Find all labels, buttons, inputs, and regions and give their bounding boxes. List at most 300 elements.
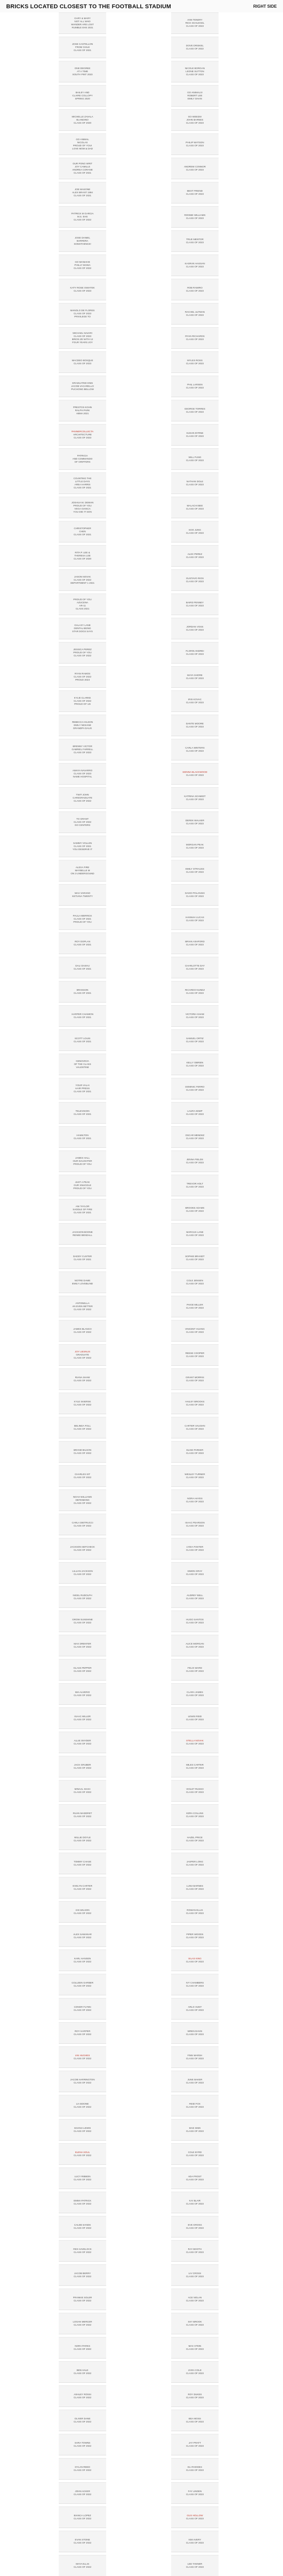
brick-line: CLASS OF 2023 bbox=[73, 362, 92, 365]
brick-line: FELIX WARD bbox=[188, 1667, 202, 1669]
brick-inscription bbox=[171, 715, 219, 736]
brick-inscription bbox=[171, 2410, 219, 2431]
brick-line: CLASS OF 2023 bbox=[186, 919, 204, 922]
brick-line: CLASS OF 2022 bbox=[73, 2057, 92, 2060]
brick-line: CLASS OF 2023 bbox=[186, 968, 204, 970]
brick-line: TOMMY CHASE bbox=[73, 1860, 92, 1863]
brick-inscription bbox=[171, 1223, 219, 1245]
brick-line: RYAN RICHARDS bbox=[185, 335, 205, 337]
brick-line: CLASS OF 2023 bbox=[186, 1985, 204, 1987]
brick-inscription bbox=[171, 2506, 219, 2528]
brick-line: LEONE SUTTON bbox=[186, 70, 204, 73]
brick-inscription bbox=[171, 1005, 219, 1027]
brick-line: FRANKIE SOLER bbox=[73, 2296, 92, 2299]
brick-inscription bbox=[171, 2555, 219, 2576]
brick-line: ROY DOPLAN bbox=[74, 940, 91, 943]
brick-line: VEGA GIANCA bbox=[74, 507, 91, 510]
brick-line: CLASS OF 2023 bbox=[186, 2517, 204, 2520]
brick-inscription bbox=[171, 133, 219, 155]
brick-line: BRIAN ASHFORD bbox=[185, 940, 205, 943]
brick-line: MICHELLE ZAVALA bbox=[72, 115, 93, 118]
brick-line: KIM AVERY bbox=[188, 2538, 202, 2541]
brick-line: GUSTAVO RIOS bbox=[186, 577, 204, 580]
brick-line: ARCHITECTURE bbox=[73, 433, 92, 436]
brick-line: AREA HARRIS bbox=[74, 483, 91, 486]
brick-line: NAME HOSPITAL bbox=[73, 775, 92, 778]
brick-line: RUMBLE EHS 2021 bbox=[72, 26, 93, 29]
brick-line: CLASS OF 2023 bbox=[186, 2469, 204, 2471]
brick-line: CLASS OF 2022 bbox=[73, 1524, 92, 1527]
brick-line: SUSAN BYRNE bbox=[186, 432, 204, 434]
brick-line: EVELYN CARTER bbox=[73, 1885, 92, 1887]
brick-line: PROUD OF YOU bbox=[73, 598, 92, 601]
brick-line: CLASS OF 2023 bbox=[186, 1307, 204, 1309]
brick-line: ANTONELLA bbox=[75, 1302, 90, 1304]
brick-inscription bbox=[59, 376, 106, 397]
brick-line: CLASS OF 2022 bbox=[73, 2130, 92, 2132]
brick-columns bbox=[0, 12, 283, 2576]
brick-line: ASHLEY ROSSI bbox=[74, 2393, 91, 2396]
brick-inscription bbox=[171, 1126, 219, 1148]
brick-line: CARLA DIETRUCCI bbox=[72, 1521, 93, 1524]
brick-line: FAY LINDEN bbox=[188, 2490, 202, 2493]
brick-inscription bbox=[59, 2071, 106, 2092]
brick-inscription bbox=[171, 1393, 219, 1414]
brick-inscription bbox=[171, 2192, 219, 2213]
brick-line: CLASS OF 2022 bbox=[73, 1888, 92, 1890]
brick-inscription bbox=[59, 545, 106, 567]
brick-line: GO ANIMAL bbox=[76, 138, 89, 141]
brick-line: CLASS OF 2022 bbox=[73, 1670, 92, 1672]
brick-inscription bbox=[59, 860, 106, 882]
brick-line: GO ANIMALS! bbox=[187, 91, 203, 94]
brick-line: CLASS OF 2023 bbox=[186, 386, 204, 389]
brick-line: PRIVILEGE TO bbox=[74, 315, 91, 318]
brick-line: COLLEEN GARBER bbox=[71, 1981, 94, 1984]
brick-inscription bbox=[171, 739, 219, 760]
brick-line: JACOB HARRINGTON bbox=[70, 2078, 95, 2081]
brick-line: CLASS OF 2023 bbox=[186, 1331, 204, 1333]
brick-line: AND COMMANDO bbox=[72, 457, 93, 460]
brick-line: CLASS OF 2022 bbox=[73, 2227, 92, 2229]
brick-line: CLASS OF 2021 bbox=[73, 486, 92, 489]
brick-line: PROUD OF YOU bbox=[73, 1187, 92, 1190]
brick-inscription bbox=[59, 836, 106, 857]
brick-inscription bbox=[171, 1732, 219, 1753]
brick-inscription bbox=[59, 1707, 106, 1729]
brick-line: ISAAC MILLER bbox=[74, 1715, 91, 1718]
brick-line: CLASS OF 2023 bbox=[186, 217, 204, 219]
brick-inscription bbox=[59, 133, 106, 155]
brick-inscription bbox=[59, 182, 106, 204]
brick-inscription bbox=[171, 61, 219, 82]
brick-line: CLASS OF 2022 bbox=[73, 675, 92, 678]
brick-line: CLASS OF 2020 bbox=[73, 557, 92, 560]
brick-inscription bbox=[171, 1853, 219, 1874]
brick-line: LITTLE DAYS bbox=[75, 480, 90, 483]
brick-inscription bbox=[171, 255, 219, 276]
brick-line: COUNTING THE bbox=[73, 477, 92, 480]
brick-inscription bbox=[171, 303, 219, 325]
brick-inscription bbox=[59, 1005, 106, 1027]
brick-inscription bbox=[59, 327, 106, 349]
brick-line: CLASS OF 2021 bbox=[73, 845, 92, 848]
brick-inscription bbox=[171, 400, 219, 421]
brick-inscription bbox=[59, 2167, 106, 2189]
brick-inscription bbox=[59, 2531, 106, 2552]
brick-inscription bbox=[59, 448, 106, 470]
brick-line: MAYBELLE M bbox=[75, 869, 90, 872]
brick-line: CLASS OF 2022 bbox=[73, 2566, 92, 2568]
brick-line: CLASS OF 2022 bbox=[73, 1549, 92, 1551]
brick-line: SAMMY VOLLEN bbox=[73, 842, 92, 844]
brick-inscription bbox=[59, 497, 106, 518]
brick-inscription bbox=[171, 1102, 219, 1124]
brick-line: KYLE SKIERSK bbox=[74, 1400, 91, 1403]
brick-line: BIANCA LOPEZ bbox=[74, 2514, 91, 2517]
brick-line: NOTRE DAME bbox=[74, 1279, 91, 1282]
brick-line: MAX DRENTER bbox=[74, 1642, 91, 1645]
brick-inscription bbox=[171, 327, 219, 349]
brick-inscription bbox=[59, 1780, 106, 1802]
brick-inscription bbox=[59, 85, 106, 107]
brick-line: CLASS 2021 bbox=[75, 607, 90, 610]
brick-line: HANNAH LUCAS bbox=[186, 916, 204, 919]
brick-inscription bbox=[171, 1175, 219, 1196]
brick-line: MINAAL SHAH bbox=[74, 1788, 91, 1790]
brick-inscription bbox=[59, 1538, 106, 1560]
brick-inscription bbox=[171, 545, 219, 567]
brick-line: LIA BOONE bbox=[76, 2103, 89, 2105]
brick-line: CLASS OF 2023 bbox=[186, 2033, 204, 2036]
brick-line: LOGAN MERCER bbox=[73, 2320, 92, 2323]
brick-line: SOMATHENCE! bbox=[74, 243, 91, 245]
brick-inscription bbox=[59, 2361, 106, 2383]
brick-inscription bbox=[59, 424, 106, 446]
brick-line: JESSICA PEREZ bbox=[73, 648, 92, 651]
brick-line: GABRIEL FARRELL bbox=[72, 748, 93, 751]
brick-line: LIV CROSS bbox=[188, 2272, 202, 2275]
brick-line: HAILEY BROOKS bbox=[185, 1400, 205, 1403]
brick-line: ROWAN ELLIS bbox=[187, 1909, 203, 1911]
brick-inscription bbox=[59, 1901, 106, 1923]
brick-line: WILL FUNG bbox=[188, 456, 202, 459]
brick-line: PANNERCOLLECTA bbox=[71, 430, 94, 433]
brick-line: CLASS OF 2022 bbox=[73, 1791, 92, 1793]
brick-line: SARA TOWNS bbox=[74, 2442, 91, 2444]
brick-line: ACE NOLAN bbox=[188, 2296, 202, 2299]
brick-line: CLASS OF 2022 bbox=[73, 2202, 92, 2205]
brick-line: DOMINIC FERRO bbox=[185, 1086, 205, 1088]
brick-inscription bbox=[59, 618, 106, 639]
brick-inscription bbox=[59, 933, 106, 954]
brick-line: CLASS OF 2022 bbox=[73, 1767, 92, 1769]
brick-line: SOUTH PINT 2023 bbox=[72, 73, 93, 76]
brick-inscription bbox=[59, 811, 106, 833]
brick-inscription bbox=[59, 1877, 106, 1899]
brick-line: NORA HAYES bbox=[187, 1497, 203, 1500]
brick-line: CLASS OF 2022 bbox=[73, 1839, 92, 1842]
brick-inscription bbox=[171, 787, 219, 809]
brick-inscription bbox=[171, 1489, 219, 1511]
brick-line: BARRERA bbox=[76, 240, 89, 242]
brick-line: JACOB BERRY bbox=[74, 2272, 91, 2275]
brick-line: CLASS OF 2023 bbox=[186, 1791, 204, 1793]
brick-line: KATY ROSE SWIATEK bbox=[70, 286, 95, 289]
brick-line: CLASS OF 2023 bbox=[186, 1839, 204, 1842]
brick-inscription bbox=[59, 2119, 106, 2141]
brick-line: CLASS OF 2022 bbox=[73, 1502, 92, 1504]
brick-line: BROOKE ADAMS bbox=[185, 1207, 205, 1209]
brick-line: CLASS OF 2023 bbox=[73, 751, 92, 754]
brick-inscription bbox=[171, 2143, 219, 2165]
brick-line: CLASS OF 2023 bbox=[186, 1282, 204, 1285]
brick-inscription bbox=[59, 1247, 106, 1269]
brick-line: GO WEEDS! bbox=[188, 115, 202, 118]
brick-line: CLASS OF 2023 bbox=[186, 629, 204, 631]
brick-inscription bbox=[59, 2385, 106, 2407]
brick-line: RICK SCHLEGEL bbox=[185, 22, 205, 24]
brick-line: REX HAVELOCK bbox=[73, 2248, 92, 2250]
brick-line: GROW SUNSHINE bbox=[72, 1618, 93, 1621]
brick-inscription bbox=[59, 715, 106, 736]
brick-inscription bbox=[59, 1998, 106, 2020]
brick-line: PROUD OF YOU bbox=[73, 1163, 92, 1165]
brick-line: CLASS OF 2021 bbox=[73, 918, 92, 920]
brick-line: BEST FRIEND bbox=[187, 190, 203, 192]
brick-line: TELEVISION bbox=[75, 1110, 90, 1112]
brick-line: THERESA LEE bbox=[74, 554, 91, 557]
brick-line: BEN HALE bbox=[76, 2369, 89, 2371]
brick-line: SCOTT LOUIS bbox=[74, 1037, 91, 1040]
brick-line: CLASS OF 2023 bbox=[186, 2372, 204, 2375]
brick-line: TO GRANT bbox=[76, 818, 89, 820]
brick-line: CLASS OF 2021 bbox=[73, 968, 92, 970]
brick-line: CLASS OF 2023 bbox=[186, 701, 204, 704]
brick-line: DENTAL BEING bbox=[74, 627, 91, 630]
brick-inscription bbox=[171, 666, 219, 688]
brick-line: JOHN BARNES bbox=[186, 118, 204, 121]
brick-inscription bbox=[171, 448, 219, 470]
brick-line: BRAND BILSON bbox=[73, 1449, 92, 1451]
brick-inscription bbox=[171, 836, 219, 857]
brick-line: WILLIE DOYLE bbox=[74, 1836, 91, 1839]
brick-inscription bbox=[171, 206, 219, 228]
brick-inscription bbox=[59, 206, 106, 228]
brick-line: CLASS OF 2022 bbox=[73, 1452, 92, 1454]
brick-inscription bbox=[59, 1950, 106, 1971]
brick-line: CLASS OF 2023 bbox=[186, 1767, 204, 1769]
brick-inscription bbox=[59, 351, 106, 373]
brick-inscription bbox=[59, 2216, 106, 2238]
brick-line: CLASS OF 2022 bbox=[73, 1308, 92, 1311]
brick-line: FROM CHILE bbox=[75, 46, 90, 48]
brick-inscription bbox=[59, 2289, 106, 2310]
brick-line: CLASS OF 2021 bbox=[73, 49, 92, 52]
brick-line: RICARDO NUNEZ bbox=[185, 989, 205, 991]
brick-line: CLASS OF 2022 bbox=[73, 218, 92, 221]
brick-line: CLASS OF 2022 bbox=[73, 2324, 92, 2326]
brick-line: CLASS OF 2021 bbox=[73, 1040, 92, 1043]
brick-line: IVY CHAMBERS bbox=[186, 1981, 204, 1984]
brick-inscription bbox=[171, 497, 219, 518]
brick-inscription bbox=[171, 2095, 219, 2116]
brick-line: CLASS OF 2023 bbox=[186, 2348, 204, 2350]
brick-inscription bbox=[171, 1877, 219, 1899]
brick-inscription bbox=[171, 933, 219, 954]
brick-inscription bbox=[171, 2240, 219, 2262]
brick-line: JACKSON SEFCHECK bbox=[70, 1546, 95, 1548]
brick-line: CLASS OF 2022 bbox=[73, 2154, 92, 2157]
brick-line: CAREGRADUATE bbox=[73, 796, 92, 799]
brick-inscription bbox=[171, 2289, 219, 2310]
brick-inscription bbox=[171, 1150, 219, 1172]
brick-line: KETIANA TWENTY bbox=[72, 895, 93, 897]
brick-line: CLASS OF 2023 bbox=[186, 653, 204, 655]
brick-line: MYLES ROSS bbox=[187, 359, 203, 362]
brick-line: SAMUEL ORTIZ bbox=[186, 1037, 204, 1040]
brick-line: WANDER ARE LOST bbox=[71, 23, 94, 26]
brick-line: CLASS OF 2021 bbox=[73, 533, 92, 536]
brick-line: BAIRD PENNEY bbox=[186, 601, 204, 604]
brick-inscription bbox=[171, 1780, 219, 1802]
brick-line: CLASS OF 2023 bbox=[186, 2057, 204, 2060]
brick-line: FINN MARSH bbox=[187, 2054, 203, 2057]
brick-line: JOSE CASTELLON bbox=[72, 43, 93, 45]
brick-line: EMILY STRAUSS bbox=[185, 868, 205, 870]
brick-inscription bbox=[59, 2458, 106, 2480]
brick-line: BRENNY VICTOR bbox=[73, 745, 92, 748]
brick-line: LUCY RIBBON bbox=[74, 2175, 91, 2178]
brick-line: CLASS OF 2023 bbox=[186, 1089, 204, 1091]
brick-line: SHANIA LEWIS bbox=[74, 2127, 91, 2129]
brick-line: CLASS OF 2023 bbox=[186, 1524, 204, 1527]
brick-line: CLASS OF 2023 bbox=[186, 2445, 204, 2447]
brick-line: CLASS OF 2023 bbox=[186, 604, 204, 607]
brick-inscription bbox=[171, 2482, 219, 2504]
brick-line: ANN TENERY bbox=[187, 19, 203, 21]
brick-line: LAURA KEMP bbox=[187, 1110, 203, 1112]
brick-inscription bbox=[59, 521, 106, 543]
brick-line: LUNA BARNES bbox=[186, 1885, 204, 1887]
brick-inscription bbox=[59, 908, 106, 930]
brick-line: PATRICIA bbox=[77, 454, 88, 457]
brick-line: CLASS OF 2023 bbox=[186, 1670, 204, 1672]
brick-inscription bbox=[171, 2337, 219, 2359]
brick-line: OLIVER DANE bbox=[74, 2417, 91, 2420]
brick-line: DEFENDING bbox=[75, 1499, 90, 1501]
brick-line: CLASS OF 2021 bbox=[73, 1016, 92, 1019]
brick-line: CLASS OF 2022 bbox=[73, 1646, 92, 1648]
brick-line: CLASS OF 2022 bbox=[73, 1912, 92, 1914]
brick-line: STELLA NOVAK bbox=[186, 1739, 204, 1742]
brick-inscription bbox=[171, 642, 219, 664]
brick-inscription bbox=[171, 1804, 219, 1826]
brick-line: CLASS OF 2023 bbox=[186, 1912, 204, 1914]
brick-inscription bbox=[59, 1417, 106, 1438]
brick-inscription bbox=[171, 2385, 219, 2407]
brick-line: CLASS OF 2023 bbox=[186, 290, 204, 292]
brick-line: CLASS OF 2023 bbox=[186, 1573, 204, 1575]
brick-line: CLASS OF 2022 bbox=[73, 2469, 92, 2471]
brick-line: ABMA 2021 bbox=[76, 412, 89, 415]
brick-line: CLASS OF 2023 bbox=[186, 362, 204, 365]
brick-line: EVAN STONE bbox=[75, 2538, 90, 2541]
brick-line: CLASS OF 2022 bbox=[73, 2493, 92, 2496]
brick-inscription bbox=[59, 1611, 106, 1632]
brick-line: EMILY DAVIS bbox=[187, 97, 203, 100]
brick-line: CLASS OF 2022 bbox=[73, 1428, 92, 1430]
brick-line: CLASS OF 2021 bbox=[73, 943, 92, 946]
brick-inscription bbox=[59, 739, 106, 760]
brick-line: GO MANIAHE bbox=[75, 261, 90, 263]
brick-line: MAYA SHORE bbox=[187, 674, 203, 676]
right-brick-column bbox=[170, 12, 220, 2576]
brick-line: YOU DID IT SON bbox=[73, 511, 92, 513]
brick-line: JUNE BAKER bbox=[187, 2078, 203, 2081]
brick-line: CLASS OF 2023 bbox=[186, 411, 204, 413]
brick-inscription bbox=[171, 2531, 219, 2552]
brick-line: CLASS OF 2023 bbox=[186, 1960, 204, 1963]
brick-line: GRADUATE bbox=[76, 1353, 89, 1356]
brick-line: PIPER WOODS bbox=[186, 1933, 204, 1936]
brick-line: CLASS OF 2023 bbox=[73, 772, 92, 775]
brick-inscription bbox=[171, 279, 219, 300]
brick-line: REBECCA HILSON bbox=[72, 721, 93, 723]
brick-line: DEREK WALKER bbox=[185, 819, 205, 822]
brick-line: ANI TAYLOR bbox=[75, 1205, 90, 1208]
brick-inscription bbox=[59, 1296, 106, 1317]
page-header bbox=[0, 0, 283, 12]
brick-inscription bbox=[171, 1054, 219, 1075]
brick-inscription bbox=[171, 2313, 219, 2334]
brick-line: PROUD OF YOU bbox=[73, 921, 92, 923]
brick-line: CLASS OF 2023 bbox=[186, 1452, 204, 1454]
brick-line: YOUR VALAI bbox=[75, 1084, 90, 1087]
brick-inscription bbox=[59, 1199, 106, 1221]
brick-line: ROB RAMIRO bbox=[187, 286, 203, 289]
brick-line: JAY PRATT bbox=[189, 2442, 201, 2444]
brick-line: IAN WILSON bbox=[75, 1909, 90, 1911]
brick-inscription bbox=[171, 1974, 219, 1995]
brick-inscription bbox=[171, 1465, 219, 1487]
brick-inscription bbox=[59, 690, 106, 712]
brick-line: CONOR FLYNN bbox=[74, 2006, 91, 2008]
brick-line: GLASS PEPPER bbox=[73, 1667, 92, 1669]
brick-line: CLASS OF 2021 bbox=[73, 1211, 92, 1214]
brick-inscription bbox=[59, 763, 106, 785]
brick-line: CLASS OF 2022 bbox=[73, 2299, 92, 2302]
brick-line: HAZEL PRICE bbox=[187, 1836, 203, 1839]
brick-inscription bbox=[59, 1078, 106, 1099]
brick-line: VICTORIA SHAW bbox=[185, 1013, 205, 1015]
brick-line: CLASS OF 2020 bbox=[73, 122, 92, 124]
brick-line: CARTER VAUGHN bbox=[185, 1425, 205, 1427]
brick-line: PROUD OF YOU bbox=[73, 504, 92, 507]
brick-line: CLASS OF 2023 bbox=[186, 241, 204, 244]
brick-line: JOY CAMILLE bbox=[75, 165, 90, 168]
brick-line: REID FOX bbox=[189, 2103, 201, 2105]
brick-line: CLASS OF 2022 bbox=[73, 1621, 92, 1624]
brick-line: CLASS OF 2023 bbox=[186, 122, 204, 124]
brick-line: CLASS OF 2023 bbox=[186, 846, 204, 849]
brick-line: CLASS OF 2023 bbox=[186, 265, 204, 268]
brick-line: CLASS OF 2023 bbox=[186, 144, 204, 147]
brick-line: KASRAN HASSAN bbox=[185, 262, 205, 265]
brick-inscription bbox=[171, 2022, 219, 2044]
brick-line: CLASS OF 2023 bbox=[186, 1113, 204, 1115]
brick-line: RALPH PARK bbox=[75, 409, 90, 412]
